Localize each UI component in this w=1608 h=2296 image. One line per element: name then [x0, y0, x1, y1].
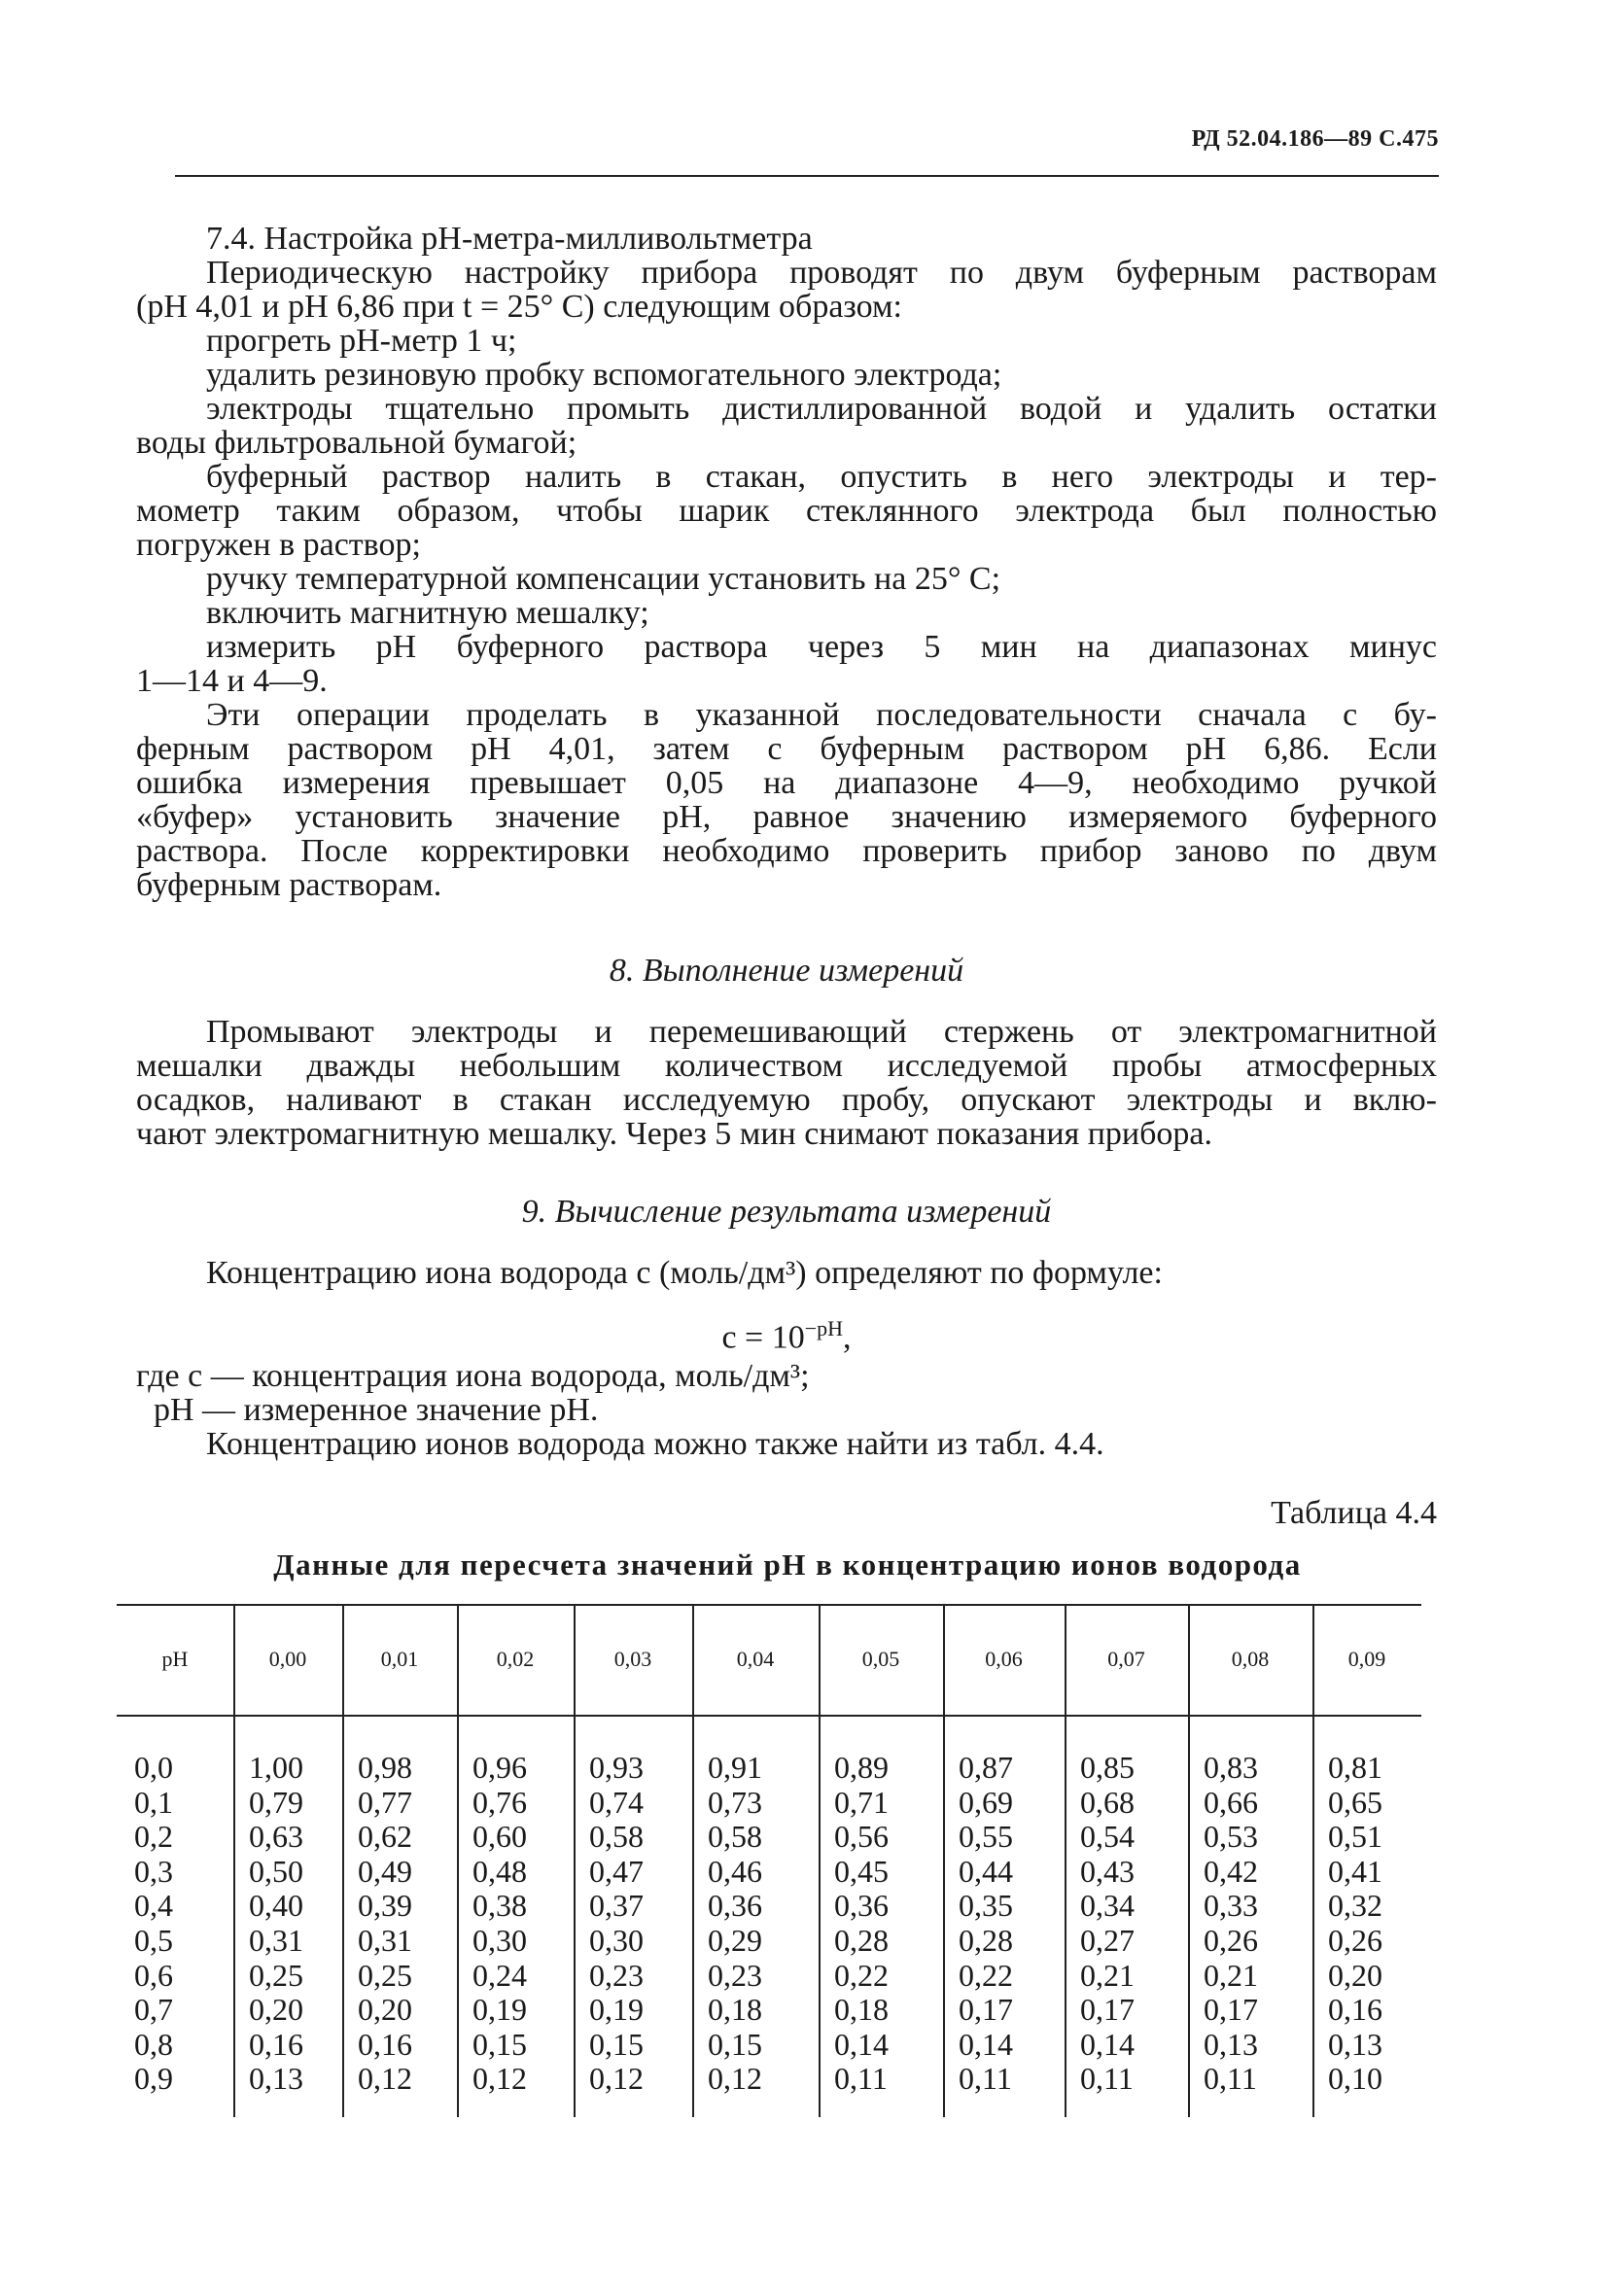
- list-item: 1—14 и 4—9.: [136, 663, 328, 699]
- table-cell: 0,11: [1080, 2061, 1134, 2097]
- list-item: погружен в раствор;: [136, 527, 421, 563]
- table-row-label: 0,8: [134, 2026, 173, 2062]
- table-cell: 0,56: [834, 1819, 889, 1855]
- table-cell: 0,60: [472, 1819, 527, 1855]
- table-cell: 0,39: [358, 1888, 412, 1924]
- paragraph-line: Промывают электроды и перемешивающий стержень от электромагнитной: [206, 1014, 1437, 1050]
- table-cell: 0,38: [472, 1888, 527, 1924]
- table-cell: 0,77: [358, 1784, 412, 1820]
- table-column-divider: [1188, 1717, 1190, 2117]
- table-cell: 0,11: [1204, 2061, 1257, 2097]
- table-cell: 0,28: [959, 1923, 1013, 1958]
- paragraph-line: ферным раствором рН 4,01, затем с буферным раствором рН 6,86. Если: [136, 731, 1437, 767]
- section-8-body: [136, 1015, 1437, 1151]
- table-cell: 0,66: [1204, 1784, 1258, 1820]
- table-cell: 0,14: [1080, 2026, 1135, 2062]
- table-cell: 0,48: [472, 1853, 527, 1889]
- table-cell: 0,30: [472, 1923, 527, 1958]
- table-cell: 0,41: [1328, 1853, 1382, 1889]
- table-cell: 0,87: [959, 1750, 1013, 1785]
- table-cell: 0,13: [1204, 2026, 1258, 2062]
- table-column-divider: [1065, 1717, 1066, 2117]
- table-title: Данные для пересчета значений рН в концентрацию ионов водорода: [273, 1548, 1302, 1582]
- table-cell: 0,54: [1080, 1819, 1135, 1855]
- paragraph-line: Концентрацию иона водорода c (моль/дм³) определяют по формуле:: [206, 1255, 1163, 1291]
- table-cell: 0,31: [358, 1923, 412, 1958]
- section-9-body: [136, 1359, 1437, 1461]
- table-cell: 0,21: [1204, 1957, 1258, 1993]
- table-cell: 0,53: [1204, 1819, 1258, 1855]
- table-cell: 0,47: [589, 1853, 644, 1889]
- table-row-label: 0,7: [134, 1992, 173, 2028]
- table-cell: 0,16: [1328, 1992, 1382, 2028]
- table-column-divider: [692, 1717, 694, 2117]
- paragraph-line: чают электромагнитную мешалку. Через 5 мин снимают показания прибора.: [136, 1116, 1212, 1152]
- table-cell: 0,17: [959, 1992, 1013, 2028]
- table-cell: 0,28: [834, 1923, 889, 1958]
- table-cell: 0,73: [708, 1784, 762, 1820]
- table-header-cell: 0,05: [861, 1647, 900, 1671]
- table-cell: 0,76: [472, 1784, 527, 1820]
- section-title: 7.4. Настройка рН-метра-милливольтметра: [206, 221, 813, 257]
- table-cell: 0,32: [1328, 1888, 1382, 1924]
- table-cell: 0,11: [834, 2061, 888, 2097]
- table-cell: 0,36: [834, 1888, 889, 1924]
- formula-exponent: −pH: [804, 1316, 844, 1340]
- list-item: буферный раствор налить в стакан, опустить в него электроды и тер-: [206, 459, 1437, 495]
- table-cell: 0,12: [589, 2061, 644, 2097]
- table-cell: 0,18: [708, 1992, 762, 2028]
- table-header-cell: 0,04: [736, 1647, 775, 1671]
- table-row-label: 0,5: [134, 1923, 173, 1958]
- table-cell: 0,89: [834, 1750, 889, 1785]
- table-cell: 0,12: [472, 2061, 527, 2097]
- table-header-cell: 0,02: [496, 1647, 535, 1671]
- table-cell: 0,31: [249, 1923, 303, 1958]
- paragraph-line: где c — концентрация иона водорода, моль/дм³;: [136, 1358, 810, 1394]
- table-cell: 0,12: [358, 2061, 412, 2097]
- table-cell: 0,45: [834, 1853, 889, 1889]
- table-cell: 0,13: [1328, 2026, 1382, 2062]
- table-cell: 0,25: [249, 1957, 303, 1993]
- paragraph-line: Эти операции проделать в указанной последовательности сначала с бу-: [206, 697, 1437, 733]
- table-header-cell: 0,08: [1231, 1647, 1270, 1671]
- table-header-cell: 0,07: [1107, 1647, 1145, 1671]
- paragraph-line: Концентрацию ионов водорода можно также найти из табл. 4.4.: [206, 1426, 1104, 1462]
- table-cell: 0,93: [589, 1750, 644, 1785]
- table-cell: 0,71: [834, 1784, 889, 1820]
- table-top-rule: [117, 1604, 1421, 1606]
- table-column-divider: [574, 1717, 576, 2117]
- formula: [136, 1316, 1437, 1356]
- table-cell: 0,15: [472, 2026, 527, 2062]
- table-row-label: 0,6: [134, 1957, 173, 1993]
- table-header-cell: 0,06: [985, 1647, 1023, 1671]
- table-cell: 0,43: [1080, 1853, 1135, 1889]
- table-cell: 0,74: [589, 1784, 644, 1820]
- table-cell: 0,44: [959, 1853, 1013, 1889]
- table-cell: 0,24: [472, 1957, 527, 1993]
- paragraph-line: «буфер» установить значение рН, равное значению измеряемого буферного: [136, 799, 1437, 835]
- table-row-label: 0,9: [134, 2061, 173, 2097]
- table-cell: 0,14: [834, 2026, 889, 2062]
- list-item: включить магнитную мешалку;: [206, 595, 649, 631]
- table-cell: 0,19: [472, 1992, 527, 2028]
- table-row-label: 0,1: [134, 1784, 173, 1820]
- table-cell: 0,23: [589, 1957, 644, 1993]
- table-row-label: 0,2: [134, 1819, 173, 1855]
- table-cell: 0,14: [959, 2026, 1013, 2062]
- table-cell: 0,85: [1080, 1750, 1135, 1785]
- table-cell: 0,15: [708, 2026, 762, 2062]
- table-row-label: 0,3: [134, 1853, 173, 1889]
- table-cell: 0,15: [589, 2026, 644, 2062]
- table-cell: 0,22: [959, 1957, 1013, 1993]
- table-column-divider: [943, 1717, 945, 2117]
- section-9-line1: [136, 1256, 1437, 1290]
- section-7-4: [136, 222, 1437, 902]
- table-cell: 0,65: [1328, 1784, 1382, 1820]
- table-header-rule: [117, 1715, 1421, 1717]
- table-cell: 0,63: [249, 1819, 303, 1855]
- table-cell: 0,98: [358, 1750, 412, 1785]
- table-cell: 0,40: [249, 1888, 303, 1924]
- table-cell: 0,34: [1080, 1888, 1135, 1924]
- table-header-cell: pH: [161, 1647, 189, 1671]
- table-cell: 0,96: [472, 1750, 527, 1785]
- table-cell: 0,12: [708, 2061, 762, 2097]
- table-cell: 0,18: [834, 1992, 889, 2028]
- table-cell: 0,26: [1204, 1923, 1258, 1958]
- table-cell: 0,79: [249, 1784, 303, 1820]
- table-column-divider: [233, 1717, 235, 2117]
- table-cell: 0,27: [1080, 1923, 1135, 1958]
- formula-tail: ,: [843, 1319, 852, 1356]
- table-cell: 0,19: [589, 1992, 644, 2028]
- list-item: электроды тщательно промыть дистиллированной водой и удалить остатки: [206, 391, 1437, 427]
- table-cell: 0,55: [959, 1819, 1013, 1855]
- table-cell: 0,33: [1204, 1888, 1258, 1924]
- table-cell: 0,49: [358, 1853, 412, 1889]
- table-cell: 0,37: [589, 1888, 644, 1924]
- table-cell: 0,69: [959, 1784, 1013, 1820]
- table-cell: 0,17: [1204, 1992, 1258, 2028]
- paragraph-line: Периодическую настройку прибора проводят по двум буферным растворам: [206, 255, 1437, 291]
- table-cell: 0,62: [358, 1819, 412, 1855]
- list-item: удалить резиновую пробку вспомогательного электрода;: [206, 357, 1002, 393]
- table-cell: 0,91: [708, 1750, 762, 1785]
- table-cell: 0,13: [249, 2061, 303, 2097]
- table-number: Таблица 4.4: [1271, 1495, 1437, 1531]
- table-cell: 0,46: [708, 1853, 762, 1889]
- table-cell: 0,22: [834, 1957, 889, 1993]
- paragraph-line: мешалки дважды небольшим количеством исследуемой пробы атмосферных: [136, 1048, 1437, 1084]
- list-item: воды фильтровальной бумагой;: [136, 425, 577, 461]
- table-header-cell: 0,01: [380, 1647, 419, 1671]
- list-item: прогреть рН-метр 1 ч;: [206, 323, 517, 359]
- list-item: мометр таким образом, чтобы шарик стеклянного электрода был полностью: [136, 493, 1437, 529]
- list-item: ручку температурной компенсации установить на 25° C;: [206, 561, 1001, 597]
- table-row-label: 0,0: [134, 1750, 173, 1785]
- list-item: измерить рН буферного раствора через 5 мин на диапазонах минус: [206, 629, 1437, 665]
- table-cell: 0,16: [249, 2026, 303, 2062]
- table-column-divider: [819, 1717, 821, 2117]
- table-cell: 0,16: [358, 2026, 412, 2062]
- header-rule: [175, 175, 1439, 177]
- table-cell: 0,11: [959, 2061, 1012, 2097]
- paragraph-line: (рН 4,01 и рН 6,86 при t = 25° C) следующим образом:: [136, 289, 902, 325]
- table-cell: 0,51: [1328, 1819, 1382, 1855]
- table-cell: 0,36: [708, 1888, 762, 1924]
- table-column-divider: [1312, 1717, 1314, 2117]
- table-header-cell: 0,00: [268, 1647, 307, 1671]
- paragraph-line: раствора. После корректировки необходимо проверить прибор заново по двум: [136, 833, 1437, 869]
- table-cell: 0,58: [708, 1819, 762, 1855]
- table-cell: 0,25: [358, 1957, 412, 1993]
- paragraph-line: буферным растворам.: [136, 867, 442, 903]
- formula-lhs: c = 10: [721, 1319, 805, 1356]
- paragraph-line: ошибка измерения превышает 0,05 на диапазоне 4—9, необходимо ручкой: [136, 765, 1437, 801]
- section-9-heading: 9. Вычисление результата измерений: [521, 1194, 1052, 1230]
- table-cell: 0,20: [358, 1992, 412, 2028]
- table-cell: 0,30: [589, 1923, 644, 1958]
- table-cell: 0,42: [1204, 1853, 1258, 1889]
- table-cell: 0,83: [1204, 1750, 1258, 1785]
- table-cell: 0,50: [249, 1853, 303, 1889]
- table-header-cell: 0,09: [1347, 1647, 1386, 1671]
- table-cell: 0,29: [708, 1923, 762, 1958]
- table-column-divider: [342, 1717, 344, 2117]
- paragraph-line: осадков, наливают в стакан исследуемую пробу, опускают электроды и вклю-: [136, 1082, 1437, 1118]
- table-cell: 0,10: [1328, 2061, 1382, 2097]
- table-cell: 0,81: [1328, 1750, 1382, 1785]
- table-header-cell: 0,03: [613, 1647, 652, 1671]
- table-cell: 0,23: [708, 1957, 762, 1993]
- table-cell: 1,00: [249, 1750, 303, 1785]
- table-cell: 0,21: [1080, 1957, 1135, 1993]
- table-column-divider: [457, 1717, 459, 2117]
- table-cell: 0,68: [1080, 1784, 1135, 1820]
- table-cell: 0,58: [589, 1819, 644, 1855]
- table-cell: 0,26: [1328, 1923, 1382, 1958]
- table-cell: 0,20: [1328, 1957, 1382, 1993]
- table-cell: 0,35: [959, 1888, 1013, 1924]
- table-cell: 0,20: [249, 1992, 303, 2028]
- page-header-reference: РД 52.04.186—89 С.475: [1191, 126, 1439, 152]
- section-8-heading: 8. Выполнение измерений: [609, 953, 964, 989]
- table-cell: 0,17: [1080, 1992, 1135, 2028]
- paragraph-line: рН — измеренное значение рН.: [154, 1392, 599, 1428]
- table-row-label: 0,4: [134, 1888, 173, 1924]
